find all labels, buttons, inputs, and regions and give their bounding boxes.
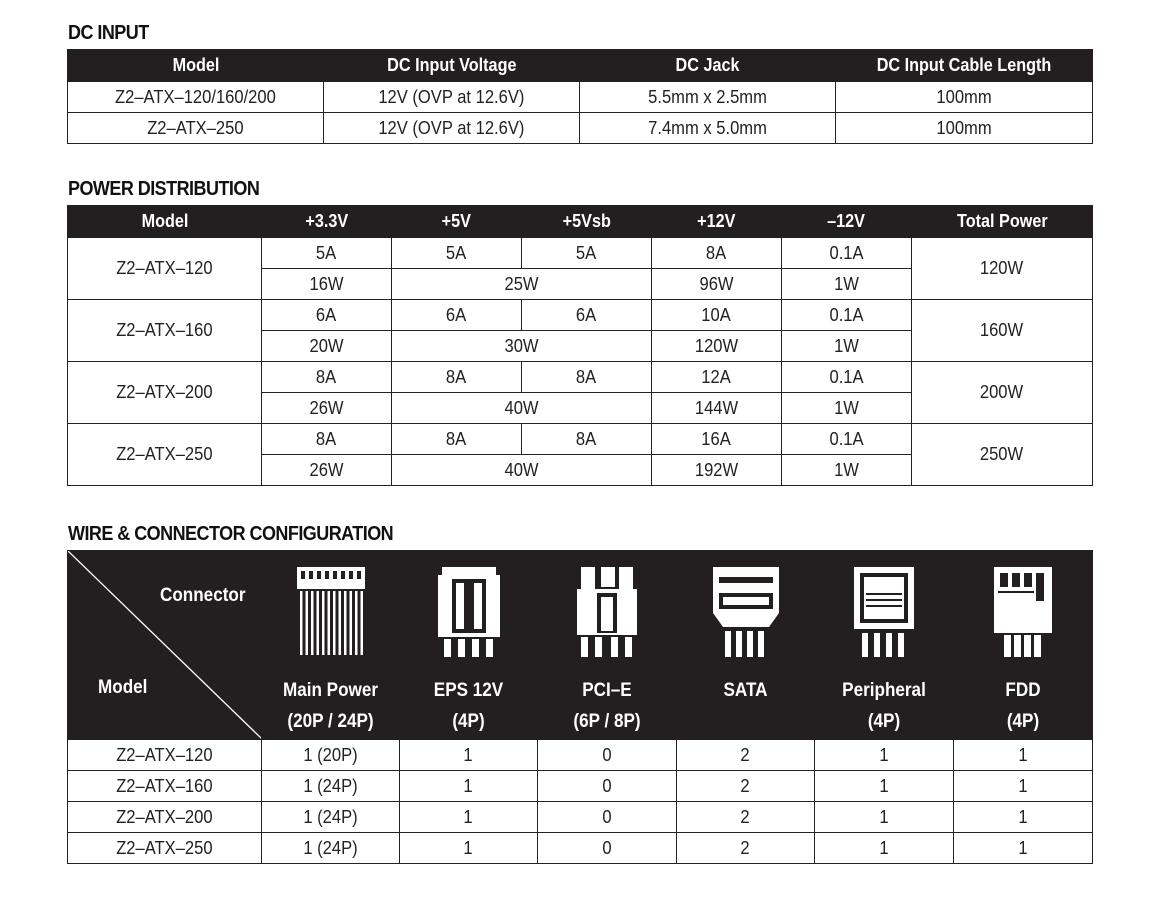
table-row [68, 424, 1093, 455]
cell-3v3-watts: 26W [262, 393, 392, 424]
cell-model: Z2–ATX–160 [68, 300, 262, 362]
cell-5v-watts: 30W [392, 331, 652, 362]
connector-pins: (4P) [1006, 711, 1040, 732]
cell-sata: 2 [677, 740, 815, 771]
header-5v: +5V [392, 206, 522, 238]
header-model: Model [68, 206, 262, 238]
cell-5v-amps: 8A [392, 362, 522, 393]
cell-neg12v-watts: 1W [782, 455, 912, 486]
cell-voltage: 12V (OVP at 12.6V) [324, 82, 580, 113]
cell-3v3-watts: 16W [262, 269, 392, 300]
cell-pci-e: 0 [538, 833, 677, 864]
cell-model: Z2–ATX–120 [68, 740, 262, 771]
cell-peripheral: 1 [815, 771, 954, 802]
cell-peripheral: 1 [815, 802, 954, 833]
cell-sata: 2 [677, 771, 815, 802]
cell-main-power: 1 (24P) [262, 833, 400, 864]
model-connector-corner [68, 551, 262, 740]
table-row [68, 362, 1093, 393]
connector-pins: (20P / 24P) [287, 711, 374, 732]
cell-jack: 7.4mm x 5.0mm [580, 113, 836, 144]
cell-cable-length: 100mm [836, 113, 1093, 144]
header-main-power [262, 551, 400, 740]
wire-header-row [68, 551, 1093, 740]
cell-main-power: 1 (24P) [262, 802, 400, 833]
cell-3v3-amps: 8A [262, 424, 392, 455]
table-row [68, 833, 1093, 864]
table-row [68, 113, 1093, 144]
cell-5vsb-amps: 5A [522, 238, 652, 269]
cell-pci-e: 0 [538, 802, 677, 833]
cell-3v3-watts: 26W [262, 455, 392, 486]
cell-neg12v-amps: 0.1A [782, 424, 912, 455]
cell-total-power: 250W [912, 424, 1093, 486]
cell-fdd: 1 [954, 833, 1093, 864]
cell-main-power: 1 (20P) [262, 740, 400, 771]
header-5vsb: +5Vsb [522, 206, 652, 238]
header-sata [677, 551, 815, 740]
eps-connector-icon [434, 563, 504, 659]
header-neg12v: –12V [782, 206, 912, 238]
cell-3v3-amps: 5A [262, 238, 392, 269]
cell-model: Z2–ATX–120/160/200 [68, 82, 324, 113]
table-row [68, 771, 1093, 802]
cell-model: Z2–ATX–250 [68, 424, 262, 486]
cell-peripheral: 1 [815, 833, 954, 864]
power-distribution-header-row [68, 206, 1093, 238]
cell-fdd: 1 [954, 740, 1093, 771]
cell-12v-watts: 120W [652, 331, 782, 362]
sata-connector-icon [711, 563, 781, 659]
cell-cable-length: 100mm [836, 82, 1093, 113]
cell-eps-12v: 1 [400, 771, 538, 802]
cell-12v-watts: 96W [652, 269, 782, 300]
table-row [68, 300, 1093, 331]
cell-eps-12v: 1 [400, 802, 538, 833]
cell-5v-watts: 25W [392, 269, 652, 300]
header-dc-input-voltage: DC Input Voltage [324, 50, 580, 82]
corner-label-connector: Connector [160, 585, 246, 606]
table-row [68, 802, 1093, 833]
cell-neg12v-amps: 0.1A [782, 300, 912, 331]
power-distribution-table [67, 205, 1093, 486]
cell-fdd: 1 [954, 771, 1093, 802]
cell-3v3-amps: 6A [262, 300, 392, 331]
pcie-connector-icon [575, 563, 639, 659]
cell-model: Z2–ATX–120 [68, 238, 262, 300]
cell-5v-watts: 40W [392, 455, 652, 486]
header-fdd [954, 551, 1093, 740]
connector-name: EPS 12V [433, 680, 504, 701]
power-distribution-title: POWER DISTRIBUTION [68, 178, 260, 200]
connector-pins: (6P / 8P) [573, 711, 641, 732]
header-pci-e [538, 551, 677, 740]
cell-12v-amps: 8A [652, 238, 782, 269]
header-total-power: Total Power [912, 206, 1093, 238]
wire-connector-title: WIRE & CONNECTOR CONFIGURATION [68, 523, 394, 545]
table-row [68, 82, 1093, 113]
cell-5vsb-amps: 8A [522, 362, 652, 393]
atx-main-connector-icon [293, 563, 369, 659]
cell-5v-watts: 40W [392, 393, 652, 424]
cell-model: Z2–ATX–200 [68, 802, 262, 833]
cell-12v-watts: 192W [652, 455, 782, 486]
header-eps-12v [400, 551, 538, 740]
cell-pci-e: 0 [538, 771, 677, 802]
cell-neg12v-watts: 1W [782, 269, 912, 300]
cell-12v-amps: 12A [652, 362, 782, 393]
cell-peripheral: 1 [815, 740, 954, 771]
cell-neg12v-watts: 1W [782, 393, 912, 424]
cell-5v-amps: 8A [392, 424, 522, 455]
cell-model: Z2–ATX–160 [68, 771, 262, 802]
table-row [68, 238, 1093, 269]
fdd-connector-icon [992, 563, 1054, 659]
cell-12v-amps: 10A [652, 300, 782, 331]
cell-neg12v-watts: 1W [782, 331, 912, 362]
cell-3v3-amps: 8A [262, 362, 392, 393]
cell-model: Z2–ATX–250 [68, 113, 324, 144]
cell-total-power: 160W [912, 300, 1093, 362]
connector-pins: (4P) [867, 711, 901, 732]
dc-input-table [67, 49, 1093, 144]
cell-jack: 5.5mm x 2.5mm [580, 82, 836, 113]
cell-neg12v-amps: 0.1A [782, 362, 912, 393]
cell-main-power: 1 (24P) [262, 771, 400, 802]
header-12v: +12V [652, 206, 782, 238]
cell-neg12v-amps: 0.1A [782, 238, 912, 269]
cell-sata: 2 [677, 802, 815, 833]
cell-fdd: 1 [954, 802, 1093, 833]
cell-5vsb-amps: 6A [522, 300, 652, 331]
diagonal-divider [68, 551, 262, 739]
cell-5v-amps: 5A [392, 238, 522, 269]
cell-12v-watts: 144W [652, 393, 782, 424]
cell-pci-e: 0 [538, 740, 677, 771]
dc-input-header-row [68, 50, 1093, 82]
header-model: Model [68, 50, 324, 82]
cell-total-power: 200W [912, 362, 1093, 424]
peripheral-connector-icon [852, 563, 916, 659]
connector-name: Peripheral [842, 680, 926, 701]
table-row [68, 740, 1093, 771]
cell-model: Z2–ATX–200 [68, 362, 262, 424]
cell-12v-amps: 16A [652, 424, 782, 455]
cell-5v-amps: 6A [392, 300, 522, 331]
cell-5vsb-amps: 8A [522, 424, 652, 455]
cell-3v3-watts: 20W [262, 331, 392, 362]
cell-model: Z2–ATX–250 [68, 833, 262, 864]
cell-sata: 2 [677, 833, 815, 864]
connector-pins: (4P) [452, 711, 485, 732]
connector-name: SATA [723, 680, 768, 701]
connector-name: PCI–E [582, 680, 632, 701]
cell-eps-12v: 1 [400, 740, 538, 771]
connector-name: FDD [1005, 680, 1041, 701]
cell-eps-12v: 1 [400, 833, 538, 864]
wire-connector-table [67, 550, 1093, 864]
header-3v3: +3.3V [262, 206, 392, 238]
corner-label-model: Model [98, 677, 148, 698]
dc-input-title: DC INPUT [68, 22, 149, 44]
header-cable-length: DC Input Cable Length [836, 50, 1093, 82]
header-dc-jack: DC Jack [580, 50, 836, 82]
cell-voltage: 12V (OVP at 12.6V) [324, 113, 580, 144]
header-peripheral [815, 551, 954, 740]
cell-total-power: 120W [912, 238, 1093, 300]
connector-name: Main Power [282, 680, 379, 701]
